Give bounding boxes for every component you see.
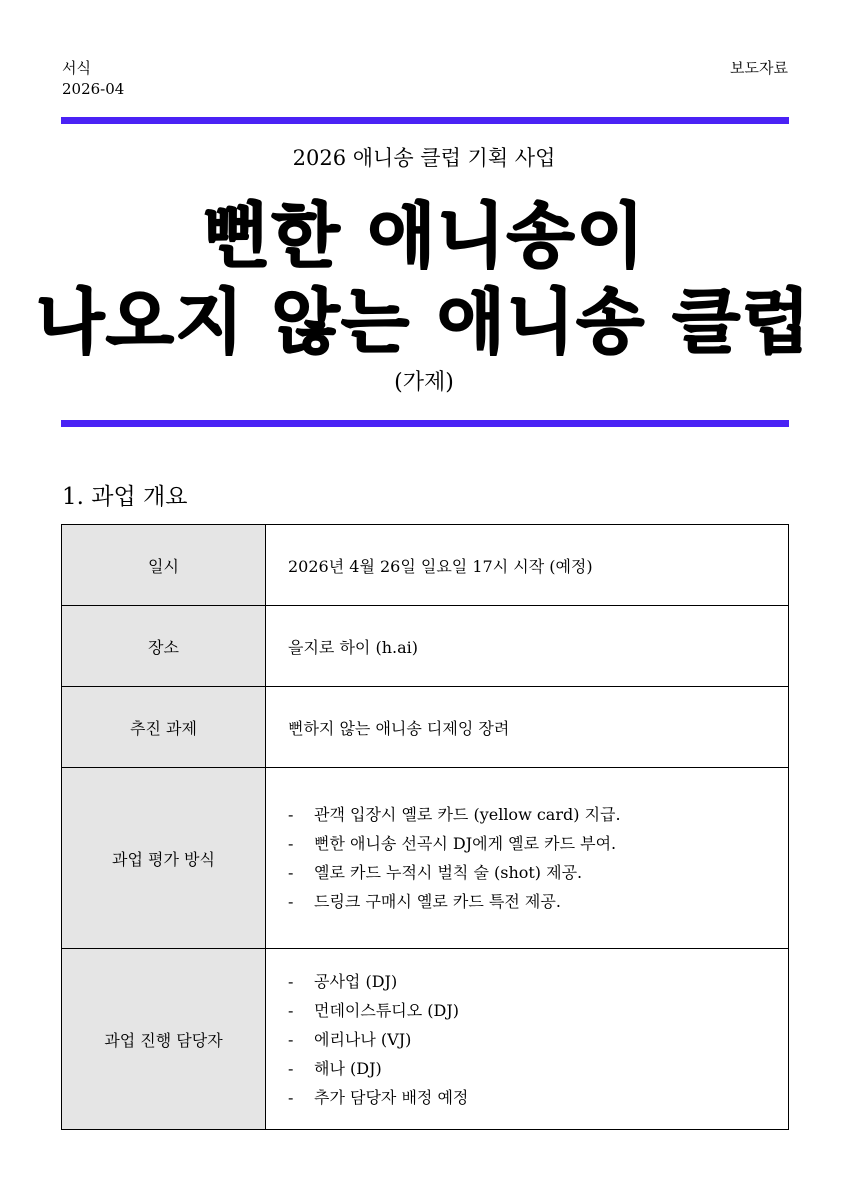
bullet-dash: - — [288, 971, 294, 991]
list-item — [288, 1025, 787, 1054]
list-item — [288, 887, 787, 916]
form-label: 서식 — [62, 59, 91, 77]
main-title — [0, 193, 848, 365]
row-value — [266, 949, 789, 1130]
list-item-text: 드링크 구매시 옐로 카드 특전 제공. — [314, 892, 561, 911]
list-item — [288, 1054, 787, 1083]
list-item — [288, 1083, 787, 1112]
list-item-text: 관객 입장시 옐로 카드 (yellow card) 지급. — [314, 805, 621, 824]
overview-table — [61, 524, 789, 1130]
row-value: 2026년 4월 26일 일요일 17시 시작 (예정) — [266, 525, 789, 606]
bullet-dash: - — [288, 834, 294, 853]
bullet-dash: - — [288, 1000, 294, 1020]
section-heading: 1. 과업 개요 — [62, 484, 188, 510]
table-row-venue — [62, 606, 789, 687]
doc-type-label: 보도자료 — [730, 59, 788, 77]
list-item — [288, 967, 787, 996]
list-item-text: 뻔한 애니송 선곡시 DJ에게 옐로 카드 부여. — [314, 834, 617, 853]
list-item-text: 에리나나 (VJ) — [314, 1029, 412, 1049]
row-value — [266, 768, 789, 949]
list-item — [288, 858, 787, 887]
list-item — [288, 996, 787, 1025]
tentative-title-note: (가제) — [394, 370, 454, 395]
evaluation-list — [288, 800, 787, 916]
list-item-text: 추가 담당자 배정 예정 — [314, 1087, 469, 1107]
title-line-2: 나오지 않는 애니송 클럽 — [36, 281, 812, 363]
table-row-task — [62, 687, 789, 768]
row-label: 장소 — [62, 606, 266, 687]
table-row-staff — [62, 949, 789, 1130]
bullet-dash: - — [288, 1029, 294, 1049]
bullet-dash: - — [288, 1087, 294, 1107]
bullet-dash: - — [288, 805, 294, 824]
table-row-datetime — [62, 525, 789, 606]
bullet-dash: - — [288, 1058, 294, 1078]
top-divider — [61, 117, 789, 124]
row-value: 뻔하지 않는 애니송 디제잉 장려 — [266, 687, 789, 768]
row-label: 일시 — [62, 525, 266, 606]
list-item — [288, 829, 787, 858]
project-subtitle: 2026 애니송 클럽 기획 사업 — [292, 146, 556, 170]
row-label: 추진 과제 — [62, 687, 266, 768]
list-item — [288, 800, 787, 829]
title-line-1: 뻔한 애니송이 — [201, 195, 647, 277]
row-label: 과업 평가 방식 — [62, 768, 266, 949]
bullet-dash: - — [288, 863, 294, 882]
doc-meta-left — [62, 58, 124, 100]
list-item-text: 옐로 카드 누적시 벌칙 술 (shot) 제공. — [314, 863, 583, 882]
row-label: 과업 진행 담당자 — [62, 949, 266, 1130]
form-date: 2026-04 — [62, 80, 125, 98]
bullet-dash: - — [288, 892, 294, 911]
row-value: 을지로 하이 (h.ai) — [266, 606, 789, 687]
list-item-text: 먼데이스튜디오 (DJ) — [314, 1000, 460, 1020]
list-item-text: 해나 (DJ) — [314, 1058, 382, 1078]
bottom-divider — [61, 420, 789, 427]
list-item-text: 공사업 (DJ) — [314, 971, 398, 991]
staff-list — [288, 967, 787, 1112]
table-row-evaluation — [62, 768, 789, 949]
